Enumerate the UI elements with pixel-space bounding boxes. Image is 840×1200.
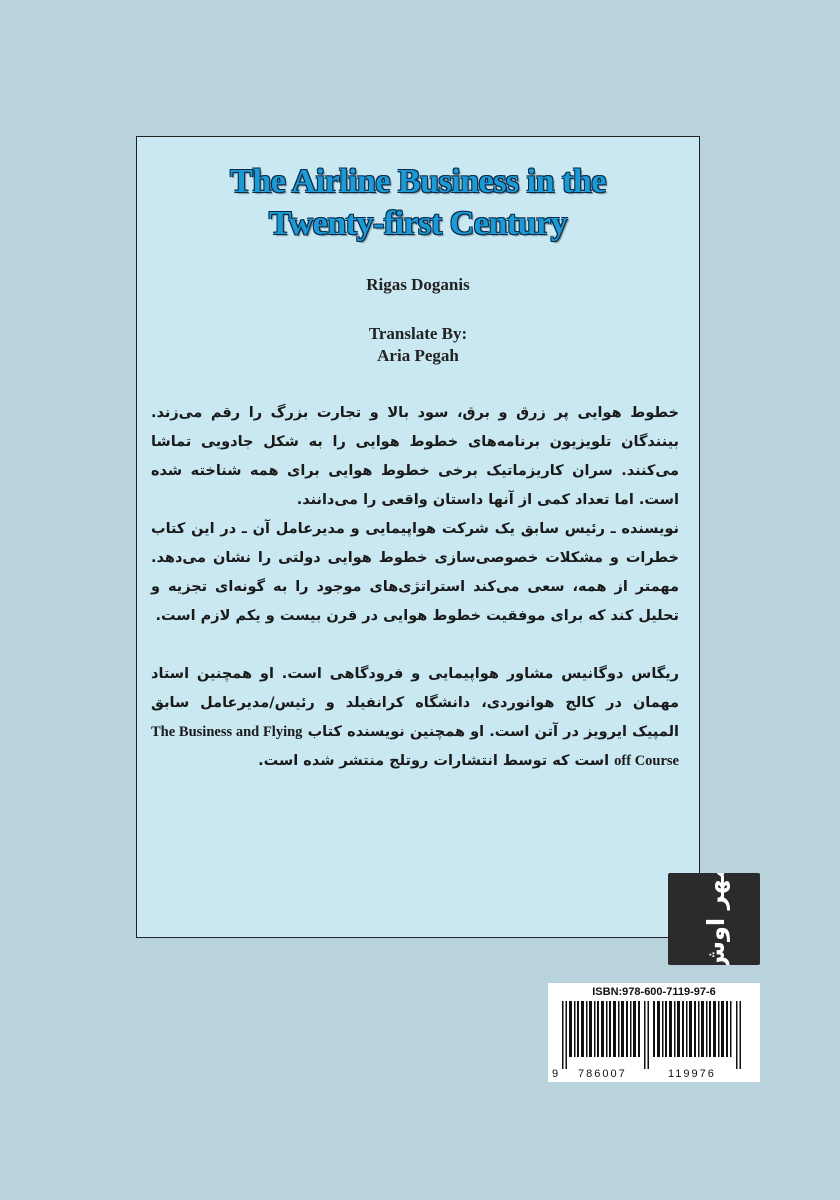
author-bio-text: است که توسط انتشارات روتلج منتشر شده است. xyxy=(258,753,610,769)
barcode-digits-group2: 119976 xyxy=(668,1068,716,1080)
book-title-line1: The Airline Business in the xyxy=(230,163,606,200)
author-bio-text: ریگاس دوگانیس مشاور هواپیمایی و فرودگاهی است. او همچنین استاد مهمان در کالج هوانوردی، دانشگاه کرانفیلد و رئیس/مدیرعامل سابق المپیک ایرویز در آتن است. او همچنین نویسنده کتاب xyxy=(151,666,679,740)
description-paragraph: نویسنده ـ رئیس سابق یک شرکت هواپیمایی و مدیرعامل آن ـ در این کتاب خطرات و مشکلات خصوصی‌سازی خطوط هوایی دولتی را نشان می‌دهد. مهمتر از همه، سعی می‌کند استراتژی‌های موجود را به گونه‌ای تجزیه و تحلیل کند که برای موفقیت خطوط هوایی در قرن بیست و یکم لازم است. xyxy=(151,521,679,624)
publisher-logo xyxy=(668,873,760,965)
back-cover-panel xyxy=(136,136,700,938)
book-description xyxy=(151,399,679,776)
barcode-bars xyxy=(558,1001,752,1069)
publisher-logo-text: مهر اوش xyxy=(702,873,730,965)
barcode xyxy=(548,983,760,1082)
book-title xyxy=(137,161,699,245)
barcode-digit-first: 9 xyxy=(552,1068,559,1080)
barcode-digits-group1: 786007 xyxy=(578,1068,627,1080)
author-name: Rigas Doganis xyxy=(366,275,470,294)
description-paragraph: خطوط هوایی پر زرق و برق، سود بالا و تجارت بزرگ را رقم می‌زند. بینندگان تلویزیون برنامه‌های خطوط هوایی را به شکل جادویی تماشا می‌کنند. سران کاریزماتیک برخی خطوط هوایی برای همه شناخته شده است. اما تعداد کمی از آنها داستان واقعی را می‌دانند. xyxy=(151,405,679,508)
translate-label: Translate By: xyxy=(368,324,468,343)
isbn-label: ISBN:978-600-7119-97-6 xyxy=(592,986,716,998)
book-title-line2: Twenty-first Century xyxy=(268,205,568,242)
translator-block xyxy=(137,323,699,367)
cited-book-title: The Business and Flying off Course xyxy=(151,724,679,769)
translator-name: Aria Pegah xyxy=(377,346,459,365)
author-bio-paragraph xyxy=(151,660,679,776)
publisher-logo-icon xyxy=(668,873,760,965)
